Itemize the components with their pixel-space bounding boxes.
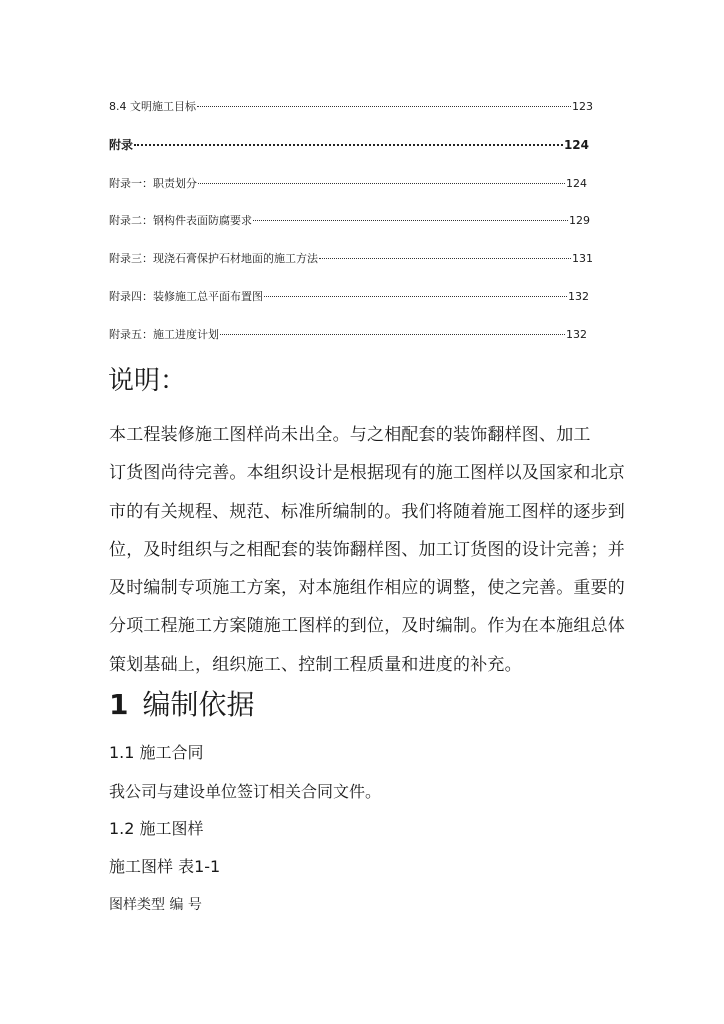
paragraph-line: 及时编制专项施工方案，对本施组作相应的调整，使之完善。重要的 [109, 578, 625, 599]
toc-entry[interactable] [109, 328, 587, 342]
toc-label: 附录二：钢构件表面防腐要求 [109, 214, 252, 227]
toc-page-number: 132 [566, 328, 587, 341]
toc-leader [134, 144, 563, 146]
toc-page-number: 124 [563, 138, 589, 152]
body-text: 我公司与建设单位签订相关合同文件。 [109, 782, 382, 801]
toc-page-number: 123 [572, 100, 593, 113]
toc-leader [264, 296, 567, 297]
toc-label: 附录五：施工进度计划 [109, 328, 219, 341]
paragraph-line: 分项工程施工方案随施工图样的到位，及时编制。作为在本施组总体 [109, 616, 625, 637]
paragraph-line: 订货图尚待完善。本组织设计是根据现有的施工图样以及国家和北京 [109, 463, 625, 484]
note-paragraph [109, 416, 625, 684]
note-heading: 说明： [108, 366, 187, 396]
toc-leader [197, 106, 571, 107]
section-title: 编制依据 [142, 688, 255, 721]
paragraph-line: 策划基础上，组织施工、控制工程质量和进度的补充。 [109, 654, 522, 675]
toc-entry[interactable] [109, 100, 593, 114]
paragraph-line: 位，及时组织与之相配套的装饰翻样图、加工订货图的设计完善；并 [109, 539, 625, 560]
toc-label: 附录一：职责划分 [109, 177, 197, 190]
toc-leader [253, 220, 568, 221]
toc-entry[interactable] [109, 177, 587, 191]
paragraph-line: 本工程装修施工图样尚未出全。与之相配套的装饰翻样图、加工 [109, 425, 591, 445]
toc-leader [198, 183, 565, 184]
toc-page-number: 132 [568, 290, 589, 303]
toc-leader [319, 258, 571, 259]
toc-entry[interactable] [109, 252, 593, 266]
toc-leader [220, 334, 565, 335]
section-heading [109, 686, 255, 724]
subsection-heading: 1.2 施工图样 [109, 819, 204, 838]
toc-page-number: 129 [569, 214, 590, 227]
toc-entry[interactable] [109, 138, 589, 152]
toc-label: 8.4 文明施工目标 [109, 100, 196, 113]
toc-page-number: 131 [572, 252, 593, 265]
toc-page-number: 124 [566, 177, 587, 190]
toc-label: 附录四：装修施工总平面布置图 [109, 290, 263, 303]
table-header: 图样类型 编 号 [109, 897, 202, 913]
toc-label: 附录三：现浇石膏保护石材地面的施工方法 [109, 252, 318, 265]
section-number: 1 [109, 688, 129, 721]
subsection-heading: 1.1 施工合同 [109, 743, 204, 762]
toc-entry[interactable] [109, 290, 589, 304]
paragraph-line: 市的有关规程、规范、标准所编制的。我们将随着施工图样的逐步到 [109, 501, 625, 522]
table-caption: 施工图样 表1-1 [109, 857, 221, 876]
toc-label: 附录 [109, 138, 134, 152]
toc-entry[interactable] [109, 214, 590, 228]
